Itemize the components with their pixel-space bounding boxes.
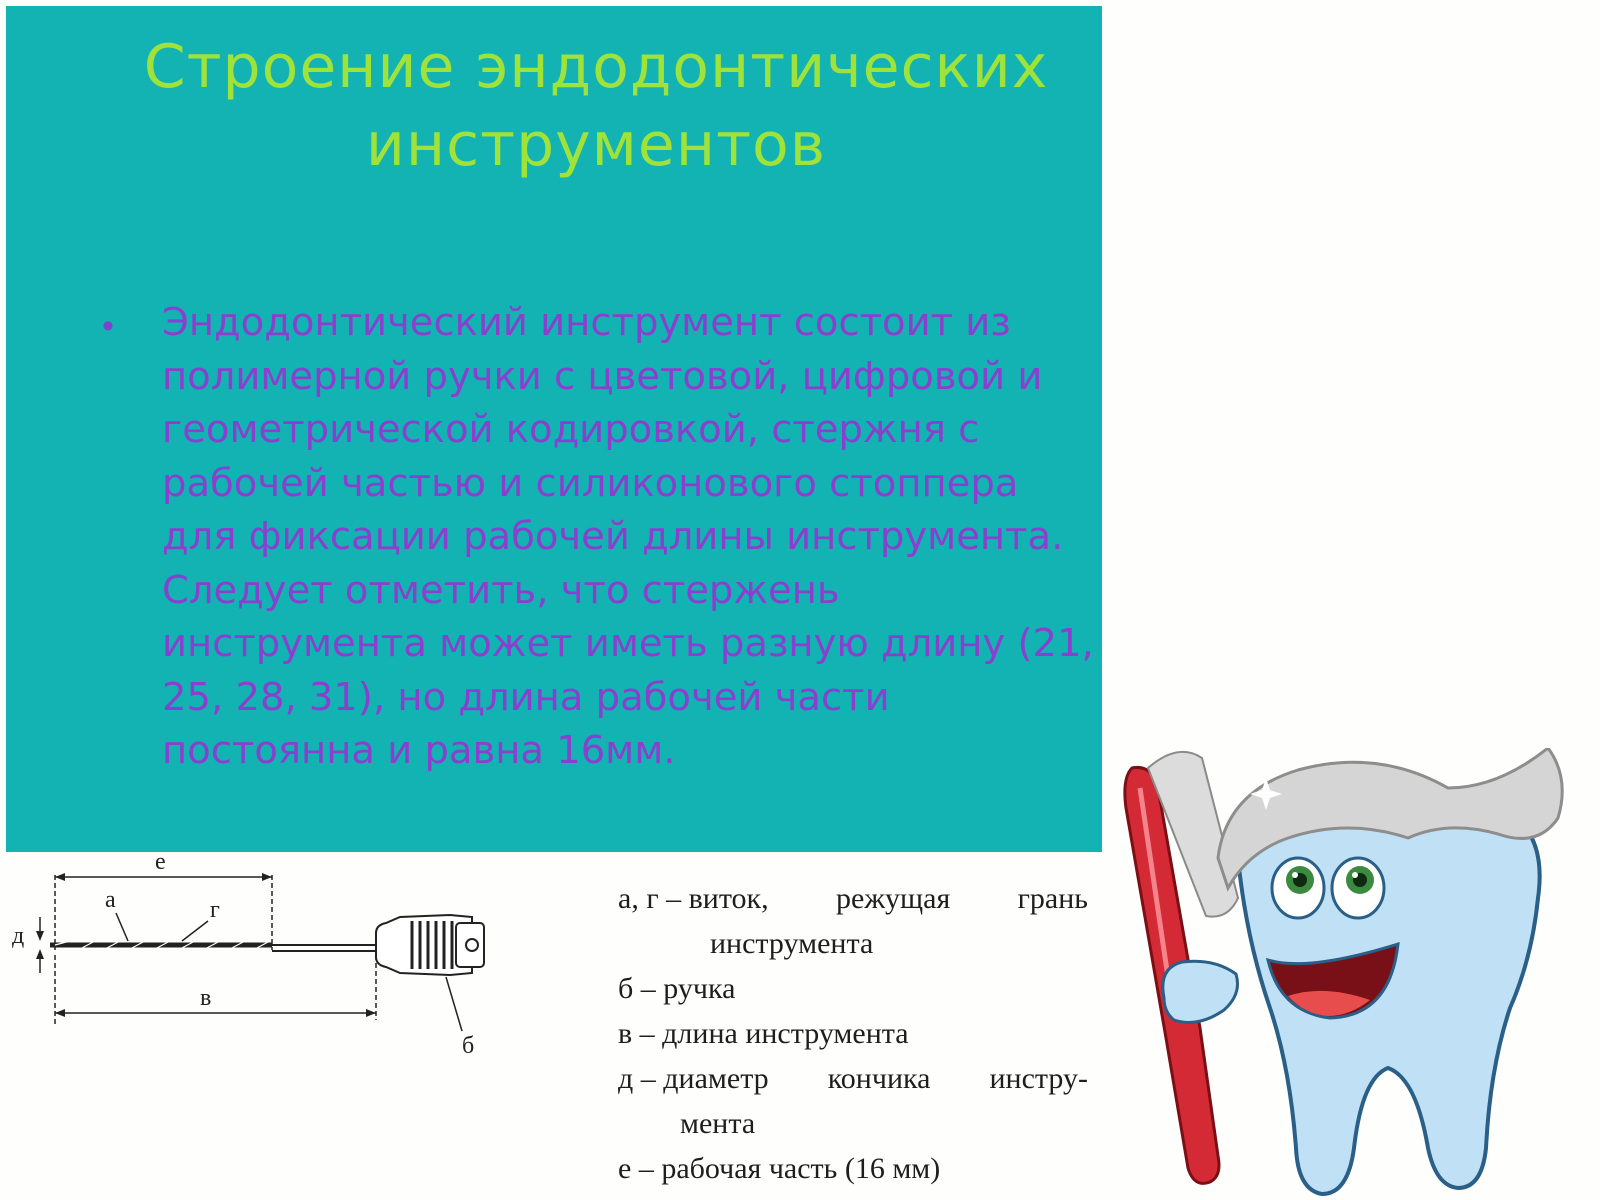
legend-row-d-cont: мента — [680, 1107, 756, 1140]
label-d: д — [12, 923, 25, 949]
legend-row-e: е – рабочая часть (16 мм) — [618, 1152, 941, 1185]
legend-row-d — [618, 1056, 1088, 1101]
label-g: г — [210, 897, 220, 923]
dim-v-arrow-right — [366, 1009, 376, 1017]
dim-e-arrow-right — [262, 873, 272, 881]
label-e: е — [155, 855, 166, 875]
label-a: а — [105, 887, 116, 913]
dim-e-arrow-left — [55, 873, 65, 881]
tooth-hand — [1163, 961, 1238, 1022]
handle-hole — [466, 939, 478, 951]
label-v: в — [200, 985, 212, 1011]
label-b: б — [462, 1033, 475, 1059]
pointer-g — [182, 921, 208, 941]
legend-row-d-part3: инстру- — [989, 1062, 1088, 1095]
legend-row-b: б – ручка — [618, 972, 736, 1005]
dim-v-arrow-left — [55, 1009, 65, 1017]
pointer-b — [446, 977, 462, 1031]
pointer-a — [116, 913, 128, 941]
dim-d-arrow-top — [36, 931, 44, 941]
endodontic-instrument-diagram — [10, 855, 510, 1070]
legend-row-a-g-part2: режущая — [836, 882, 951, 915]
legend-row-a-g-part1: а, г – виток, — [618, 882, 769, 915]
slide-title — [6, 28, 1186, 184]
diagram-legend — [618, 876, 1098, 1191]
bullet-icon: • — [102, 307, 114, 345]
tooth-body — [1237, 797, 1540, 1194]
title-line-2: инструментов — [365, 110, 827, 180]
tooth-mascot-illustration — [1118, 748, 1588, 1200]
bullet-paragraph: Эндодонтический инструмент состоит из полимерной ручки с цветовой, цифровой и геометрической кодировкой, стержня с рабочей частью и силиконового стоппера для фиксации рабочей длины инструмента. Следует отметить, что стержень инструмента может иметь разную длину (21, 25, 28, 31), но длина рабочей части постоянна и равна 16мм. — [162, 300, 1094, 773]
legend-row-d-part1: д – диаметр — [618, 1062, 769, 1095]
legend-row-a-g-part3: грань — [1017, 882, 1088, 915]
legend-row-a-g — [618, 876, 1088, 921]
legend-row-a-g-cont: инструмента — [710, 927, 874, 960]
legend-row-v: в – длина инструмента — [618, 1017, 909, 1050]
title-line-1: Строение эндодонтических — [143, 32, 1049, 102]
slide-content-panel — [6, 6, 1102, 852]
legend-row-d-part2: кончика — [827, 1062, 931, 1095]
dim-d-arrow-bottom — [36, 949, 44, 959]
